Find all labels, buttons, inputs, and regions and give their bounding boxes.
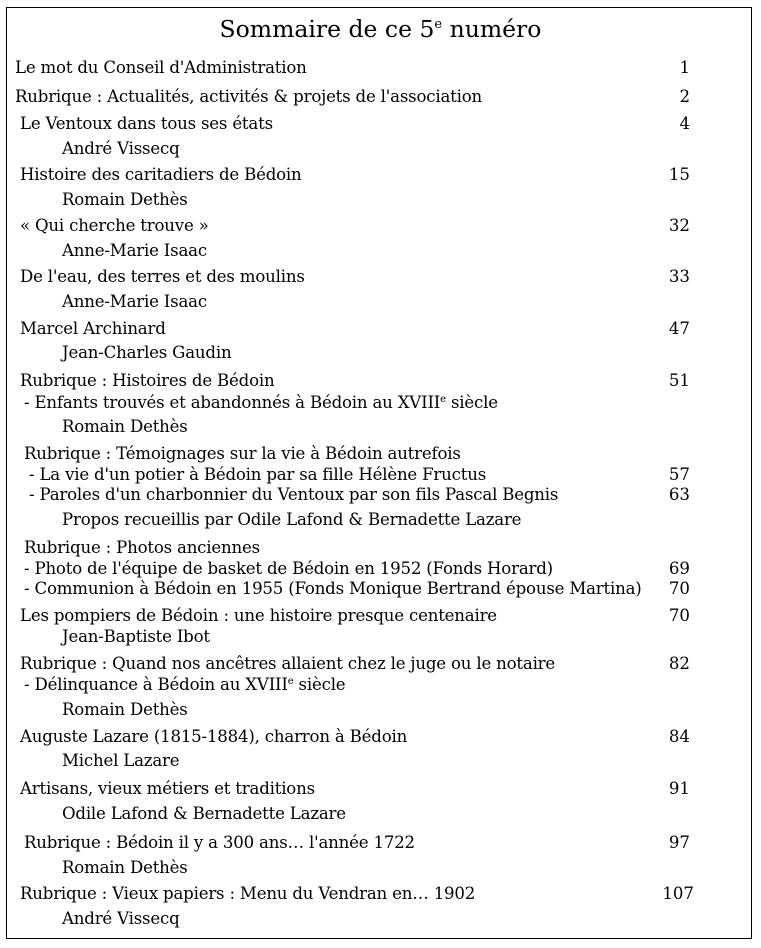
toc-entry-author: Jean-Baptiste Ibot [62,627,210,646]
toc-entry-title: Histoire des caritadiers de Bédoin [20,165,302,184]
toc-entry-title: Rubrique : Quand nos ancêtres allaient chez le juge ou le notaire [20,654,556,673]
toc-entry-title: Artisans, vieux métiers et traditions [20,779,315,798]
toc-entry-title: Auguste Lazare (1815-1884), charron à Bédoin [20,727,408,746]
toc-entry-title: Les pompiers de Bédoin : une histoire presque centenaire [20,606,497,625]
toc-entry-title: Rubrique : Actualités, activités & projets de l'association [15,87,482,106]
toc-page-number: 82 [668,654,690,673]
toc-entry-author: Romain Dethès [62,190,188,209]
toc-entry-title: Marcel Archinard [20,319,166,338]
toc-entry-title: Le mot du Conseil d'Administration [15,58,307,77]
toc-page-number: 57 [668,465,690,484]
toc-page-number: 69 [668,559,690,578]
toc-entry-author: Romain Dethès [62,700,188,719]
toc-entry-title: De l'eau, des terres et des moulins [20,267,305,286]
toc-entry-title: Rubrique : Témoignages sur la vie à Bédoin autrefois [24,444,461,463]
toc-subentry: - Photo de l'équipe de basket de Bédoin en 1952 (Fonds Horard) [24,559,553,578]
toc-subentry: - La vie d'un potier à Bédoin par sa fille Hélène Fructus [29,465,487,484]
toc-page-number: 63 [668,485,690,504]
toc-page-number: 32 [668,216,690,235]
toc-page-number: 91 [668,779,690,798]
toc-entry-title: Rubrique : Vieux papiers : Menu du Vendran en… 1902 [20,884,476,903]
toc-page-number: 70 [668,606,690,625]
toc-entry-author: Jean-Charles Gaudin [62,343,232,362]
toc-page-number: 107 [662,884,694,903]
toc-entry-author: Romain Dethès [62,858,188,877]
toc-entry-author: André Vissecq [62,139,180,158]
toc-subentry: - Communion à Bédoin en 1955 (Fonds Monique Bertrand épouse Martina) [24,579,642,598]
toc-entry-author: Anne-Marie Isaac [62,241,207,260]
toc-page-number: 47 [668,319,690,338]
page-title: Sommaire de ce 5e numéro [219,15,542,43]
toc-page-number: 51 [668,371,690,390]
toc-entry-title: Le Ventoux dans tous ses états [20,114,273,133]
toc-entry-author: Propos recueillis par Odile Lafond & Bernadette Lazare [62,510,522,529]
toc-entry-author: Romain Dethès [62,417,188,436]
toc-entry-author: André Vissecq [62,909,180,928]
toc-page-number: 70 [668,579,690,598]
toc-page-number: 84 [668,727,690,746]
toc-page-number: 4 [679,114,690,133]
toc-entry-title: Rubrique : Photos anciennes [24,538,260,557]
toc-subentry: - Enfants trouvés et abandonnés à Bédoin au XVIIIe siècle [24,393,498,412]
toc-subentry: - Délinquance à Bédoin au XVIIIe siècle [24,675,346,694]
toc-entry-author: Michel Lazare [62,751,180,770]
toc-entry-author: Anne-Marie Isaac [62,292,207,311]
toc-page-number: 33 [668,267,690,286]
toc-subentry: - Paroles d'un charbonnier du Ventoux par son fils Pascal Begnis [29,485,559,504]
toc-entry-title: Rubrique : Histoires de Bédoin [20,371,275,390]
toc-page-number: 1 [679,58,690,77]
toc-page-number: 2 [679,87,690,106]
toc-page-number: 15 [668,165,690,184]
toc-entry-title: Rubrique : Bédoin il y a 300 ans… l'année 1722 [24,833,415,852]
toc-entry-author: Odile Lafond & Bernadette Lazare [62,804,346,823]
toc-page-number: 97 [668,833,690,852]
toc-entry-title: « Qui cherche trouve » [20,216,209,235]
